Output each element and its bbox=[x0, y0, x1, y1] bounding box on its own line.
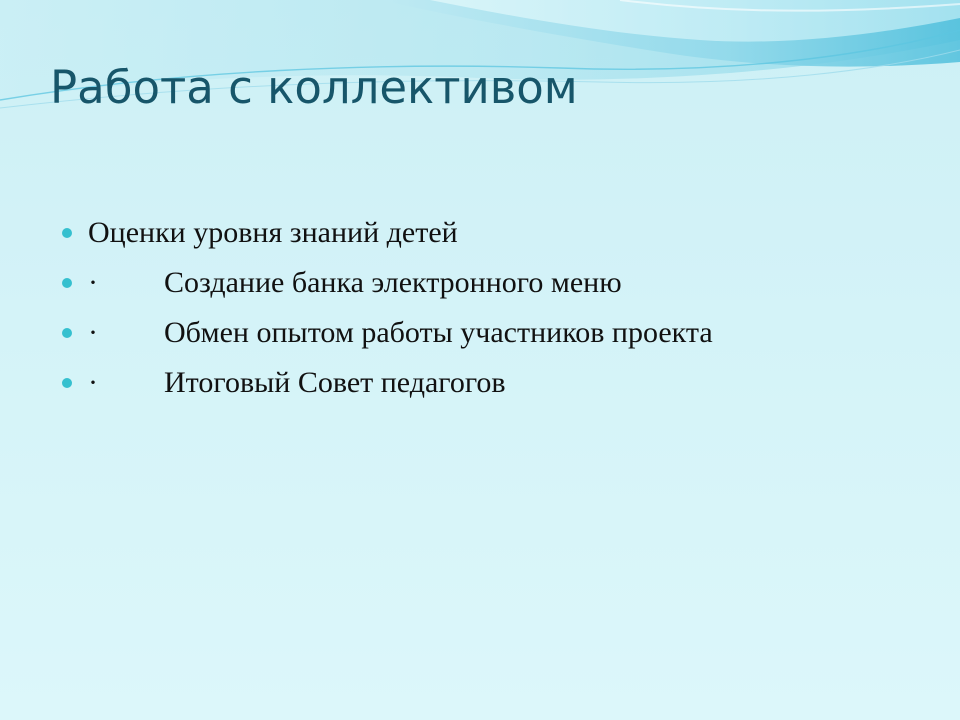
list-item bbox=[62, 358, 922, 408]
list-item-text: Обмен опытом работы участников проекта bbox=[164, 316, 713, 349]
slide-title: Работа с коллективом bbox=[50, 61, 578, 114]
list-item-marker: · bbox=[88, 266, 98, 299]
bullet-dot-icon bbox=[62, 228, 72, 238]
bullet-dot-icon bbox=[62, 378, 72, 388]
bullet-list bbox=[62, 208, 922, 408]
list-item-text: Итоговый Совет педагогов bbox=[164, 366, 506, 399]
list-item-marker: · bbox=[88, 316, 98, 349]
list-item bbox=[62, 208, 922, 258]
list-item bbox=[62, 308, 922, 358]
list-item-text: Создание банка электронного меню bbox=[164, 266, 622, 299]
list-item-text: Оценки уровня знаний детей bbox=[88, 216, 458, 249]
list-item bbox=[62, 258, 922, 308]
list-item-marker: · bbox=[88, 366, 98, 399]
bullet-dot-icon bbox=[62, 328, 72, 338]
bullet-dot-icon bbox=[62, 278, 72, 288]
